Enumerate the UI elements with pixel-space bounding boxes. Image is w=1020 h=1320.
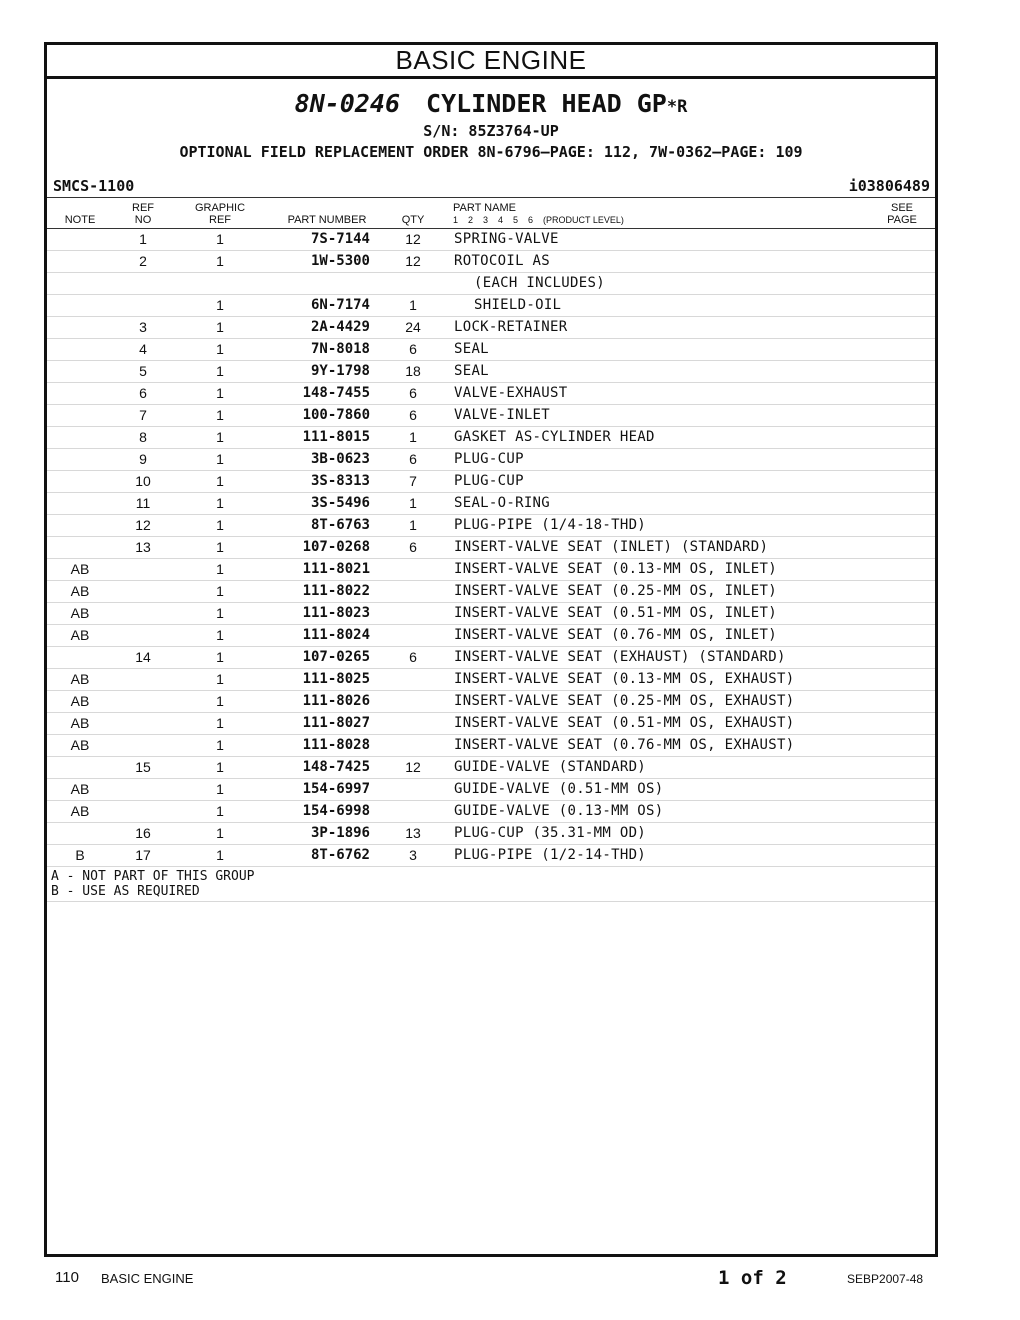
part-number-cell: 111-8024 bbox=[302, 627, 370, 643]
col-ref-no: REF NO bbox=[132, 202, 154, 226]
graphic-ref-cell: 1 bbox=[216, 385, 224, 401]
footer-section: BASIC ENGINE bbox=[101, 1271, 194, 1286]
qty-cell: 13 bbox=[405, 825, 421, 841]
qty-cell: 6 bbox=[409, 539, 417, 555]
graphic-ref-cell: 1 bbox=[216, 803, 224, 819]
graphic-ref-cell: 1 bbox=[216, 715, 224, 731]
part-name-cell: SPRING-VALVE bbox=[454, 231, 559, 247]
part-name-cell: (EACH INCLUDES) bbox=[474, 275, 605, 291]
table-row bbox=[47, 559, 935, 581]
part-number-cell: 100-7860 bbox=[302, 407, 370, 423]
table-row bbox=[47, 845, 935, 867]
graphic-ref-cell: 1 bbox=[216, 451, 224, 467]
qty-cell: 7 bbox=[409, 473, 417, 489]
part-name-cell: INSERT-VALVE SEAT (0.13-MM OS, EXHAUST) bbox=[454, 671, 795, 687]
note-cell: AB bbox=[70, 561, 90, 577]
part-name-cell: GUIDE-VALVE (0.51-MM OS) bbox=[454, 781, 664, 797]
section-title: BASIC ENGINE bbox=[47, 45, 935, 79]
part-name-cell: GUIDE-VALVE (0.13-MM OS) bbox=[454, 803, 664, 819]
graphic-ref-cell: 1 bbox=[216, 671, 224, 687]
ref-no-cell: 8 bbox=[139, 429, 147, 445]
note-cell: AB bbox=[70, 671, 90, 687]
col-see-page: SEE PAGE bbox=[887, 202, 917, 226]
part-name-cell: SEAL-O-RING bbox=[454, 495, 551, 511]
col-part-name: PART NAME 1 2 3 4 5 6 (PRODUCT LEVEL) bbox=[453, 202, 624, 225]
table-row bbox=[47, 515, 935, 537]
qty-cell: 12 bbox=[405, 231, 421, 247]
note-cell: AB bbox=[70, 693, 90, 709]
part-name-cell: PLUG-CUP bbox=[454, 451, 524, 467]
part-number-cell: 111-8026 bbox=[302, 693, 370, 709]
qty-cell: 1 bbox=[409, 517, 417, 533]
ref-no-cell: 9 bbox=[139, 451, 147, 467]
part-number-cell: 148-7425 bbox=[302, 759, 370, 775]
part-number-cell: 111-8022 bbox=[302, 583, 370, 599]
table-row bbox=[47, 339, 935, 361]
ref-no-cell: 7 bbox=[139, 407, 147, 423]
part-name-cell: GASKET AS-CYLINDER HEAD bbox=[454, 429, 655, 445]
footnotes bbox=[47, 867, 935, 902]
part-name-cell: GUIDE-VALVE (STANDARD) bbox=[454, 759, 647, 775]
part-name-cell: SEAL bbox=[454, 363, 489, 379]
qty-cell: 6 bbox=[409, 385, 417, 401]
qty-cell: 6 bbox=[409, 451, 417, 467]
part-name-cell: PLUG-CUP (35.31-MM OD) bbox=[454, 825, 647, 841]
part-number-cell: 111-8028 bbox=[302, 737, 370, 753]
qty-cell: 6 bbox=[409, 407, 417, 423]
ref-no-cell: 5 bbox=[139, 363, 147, 379]
part-number-cell: 111-8027 bbox=[302, 715, 370, 731]
table-row bbox=[47, 537, 935, 559]
serial-range: S/N: 85Z3764-UP bbox=[423, 122, 559, 140]
note-cell: AB bbox=[70, 781, 90, 797]
product-level: 1 2 3 4 5 6 (PRODUCT LEVEL) bbox=[453, 215, 624, 225]
part-number-cell: 111-8021 bbox=[302, 561, 370, 577]
graphic-ref-cell: 1 bbox=[216, 627, 224, 643]
note-cell: AB bbox=[70, 803, 90, 819]
qty-cell: 1 bbox=[409, 495, 417, 511]
footnote-a: A - NOT PART OF THIS GROUP bbox=[51, 869, 255, 884]
graphic-ref-cell: 1 bbox=[216, 253, 224, 269]
part-number-cell: 111-8023 bbox=[302, 605, 370, 621]
graphic-ref-cell: 1 bbox=[216, 561, 224, 577]
note-cell: AB bbox=[70, 583, 90, 599]
qty-cell: 1 bbox=[409, 297, 417, 313]
qty-cell: 6 bbox=[409, 649, 417, 665]
page-footer bbox=[0, 1262, 1020, 1292]
graphic-ref-cell: 1 bbox=[216, 341, 224, 357]
part-name-cell: PLUG-PIPE (1/2-14-THD) bbox=[454, 847, 647, 863]
graphic-ref-cell: 1 bbox=[216, 825, 224, 841]
table-row bbox=[47, 273, 935, 295]
table-row bbox=[47, 471, 935, 493]
qty-cell: 24 bbox=[405, 319, 421, 335]
smcs-code: SMCS-1100 bbox=[53, 177, 135, 195]
part-number-cell: 154-6997 bbox=[302, 781, 370, 797]
page-number: 110 bbox=[55, 1269, 79, 1286]
table-row bbox=[47, 779, 935, 801]
table-row bbox=[47, 427, 935, 449]
part-name-cell: VALVE-EXHAUST bbox=[454, 385, 568, 401]
group-suffix: *R bbox=[666, 97, 688, 117]
part-number-cell: 148-7455 bbox=[302, 385, 370, 401]
graphic-ref-cell: 1 bbox=[216, 495, 224, 511]
graphic-ref-cell: 1 bbox=[216, 737, 224, 753]
part-name-cell: SEAL bbox=[454, 341, 489, 357]
part-name-cell: PLUG-PIPE (1/4-18-THD) bbox=[454, 517, 647, 533]
ref-no-cell: 13 bbox=[135, 539, 151, 555]
group-header bbox=[47, 89, 935, 161]
ref-no-cell: 15 bbox=[135, 759, 151, 775]
part-name-cell: ROTOCOIL AS bbox=[454, 253, 551, 269]
table-row bbox=[47, 581, 935, 603]
part-number-cell: 154-6998 bbox=[302, 803, 370, 819]
table-row bbox=[47, 713, 935, 735]
graphic-ref-cell: 1 bbox=[216, 429, 224, 445]
col-note: NOTE bbox=[64, 214, 96, 226]
part-name-cell: PLUG-CUP bbox=[454, 473, 524, 489]
graphic-ref-cell: 1 bbox=[216, 759, 224, 775]
part-name-cell: INSERT-VALVE SEAT (0.76-MM OS, EXHAUST) bbox=[454, 737, 795, 753]
table-row bbox=[47, 669, 935, 691]
ref-no-cell: 11 bbox=[135, 495, 151, 511]
table-row bbox=[47, 449, 935, 471]
graphic-ref-cell: 1 bbox=[216, 847, 224, 863]
part-number-cell: 7S-7144 bbox=[310, 231, 370, 247]
part-name-cell: INSERT-VALVE SEAT (EXHAUST) (STANDARD) bbox=[454, 649, 786, 665]
col-graphic-ref: GRAPHIC REF bbox=[194, 202, 246, 226]
table-row bbox=[47, 801, 935, 823]
ref-no-cell: 2 bbox=[139, 253, 147, 269]
table-row bbox=[47, 625, 935, 647]
document-number: SEBP2007-48 bbox=[847, 1272, 924, 1286]
ref-no-cell: 6 bbox=[139, 385, 147, 401]
part-number-cell: 2A-4429 bbox=[310, 319, 370, 335]
col-part-number: PART NUMBER bbox=[287, 214, 367, 226]
note-cell: AB bbox=[70, 605, 90, 621]
table-row bbox=[47, 735, 935, 757]
part-number-cell: 3S-8313 bbox=[310, 473, 370, 489]
col-qty: QTY bbox=[401, 214, 425, 226]
qty-cell: 18 bbox=[405, 363, 421, 379]
part-name-cell: INSERT-VALVE SEAT (0.25-MM OS, INLET) bbox=[454, 583, 777, 599]
part-number-cell: 1W-5300 bbox=[310, 253, 370, 269]
part-number-cell: 107-0265 bbox=[302, 649, 370, 665]
ref-no-cell: 14 bbox=[135, 649, 151, 665]
ref-no-cell: 1 bbox=[139, 231, 147, 247]
group-part-number: 8N-0246 bbox=[294, 89, 401, 118]
graphic-ref-cell: 1 bbox=[216, 693, 224, 709]
parts-list bbox=[47, 229, 935, 867]
qty-cell: 6 bbox=[409, 341, 417, 357]
smcs-row bbox=[47, 177, 935, 198]
graphic-ref-cell: 1 bbox=[216, 539, 224, 555]
part-name-cell: INSERT-VALVE SEAT (0.25-MM OS, EXHAUST) bbox=[454, 693, 795, 709]
graphic-ref-cell: 1 bbox=[216, 517, 224, 533]
ref-no-cell: 16 bbox=[135, 825, 151, 841]
qty-cell: 12 bbox=[405, 759, 421, 775]
part-number-cell: 3S-5496 bbox=[310, 495, 370, 511]
qty-cell: 3 bbox=[409, 847, 417, 863]
table-row bbox=[47, 493, 935, 515]
part-name-cell: INSERT-VALVE SEAT (0.76-MM OS, INLET) bbox=[454, 627, 777, 643]
part-number-cell: 8T-6763 bbox=[310, 517, 370, 533]
part-number-cell: 9Y-1798 bbox=[310, 363, 370, 379]
part-name-cell: LOCK-RETAINER bbox=[454, 319, 568, 335]
graphic-ref-cell: 1 bbox=[216, 473, 224, 489]
part-name-cell: VALVE-INLET bbox=[454, 407, 551, 423]
table-row bbox=[47, 405, 935, 427]
table-row bbox=[47, 383, 935, 405]
column-headers bbox=[47, 198, 935, 229]
ref-no-cell: 12 bbox=[135, 517, 151, 533]
table-row bbox=[47, 295, 935, 317]
table-row bbox=[47, 647, 935, 669]
ref-no-cell: 4 bbox=[139, 341, 147, 357]
part-number-cell: 3P-1896 bbox=[310, 825, 370, 841]
graphic-ref-cell: 1 bbox=[216, 407, 224, 423]
part-number-cell: 3B-0623 bbox=[310, 451, 370, 467]
part-number-cell: 111-8025 bbox=[302, 671, 370, 687]
ref-no-cell: 3 bbox=[139, 319, 147, 335]
part-number-cell: 7N-8018 bbox=[310, 341, 370, 357]
table-row bbox=[47, 691, 935, 713]
parts-page-frame bbox=[44, 42, 938, 1257]
graphic-ref-cell: 1 bbox=[216, 231, 224, 247]
part-name-cell: INSERT-VALVE SEAT (INLET) (STANDARD) bbox=[454, 539, 769, 555]
note-cell: AB bbox=[70, 737, 90, 753]
table-row bbox=[47, 603, 935, 625]
graphic-ref-cell: 1 bbox=[216, 297, 224, 313]
graphic-ref-cell: 1 bbox=[216, 583, 224, 599]
group-title: CYLINDER HEAD GP bbox=[426, 89, 667, 118]
part-name-cell: INSERT-VALVE SEAT (0.51-MM OS, EXHAUST) bbox=[454, 715, 795, 731]
graphic-ref-cell: 1 bbox=[216, 363, 224, 379]
note-cell: B bbox=[75, 847, 85, 863]
qty-cell: 1 bbox=[409, 429, 417, 445]
graphic-ref-cell: 1 bbox=[216, 781, 224, 797]
note-cell: AB bbox=[70, 715, 90, 731]
sheet-count: 1 of 2 bbox=[718, 1267, 787, 1289]
table-row bbox=[47, 229, 935, 251]
note-cell: AB bbox=[70, 627, 90, 643]
part-name-cell: SHIELD-OIL bbox=[474, 297, 562, 313]
part-number-cell: 6N-7174 bbox=[310, 297, 370, 313]
table-row bbox=[47, 823, 935, 845]
table-row bbox=[47, 361, 935, 383]
part-number-cell: 8T-6762 bbox=[310, 847, 370, 863]
part-name-cell: INSERT-VALVE SEAT (0.51-MM OS, INLET) bbox=[454, 605, 777, 621]
graphic-ref-cell: 1 bbox=[216, 649, 224, 665]
group-title-line bbox=[47, 89, 935, 119]
illustration-id: i03806489 bbox=[848, 177, 930, 195]
table-row bbox=[47, 251, 935, 273]
part-number-cell: 111-8015 bbox=[302, 429, 370, 445]
part-number-cell: 107-0268 bbox=[302, 539, 370, 555]
ref-no-cell: 17 bbox=[135, 847, 151, 863]
graphic-ref-cell: 1 bbox=[216, 319, 224, 335]
table-row bbox=[47, 317, 935, 339]
qty-cell: 12 bbox=[405, 253, 421, 269]
table-row bbox=[47, 757, 935, 779]
ref-no-cell: 10 bbox=[135, 473, 151, 489]
graphic-ref-cell: 1 bbox=[216, 605, 224, 621]
part-name-cell: INSERT-VALVE SEAT (0.13-MM OS, INLET) bbox=[454, 561, 777, 577]
footnote-b: B - USE AS REQUIRED bbox=[51, 884, 200, 899]
optional-replacement: OPTIONAL FIELD REPLACEMENT ORDER 8N-6796—PAGE: 112, 7W-0362—PAGE: 109 bbox=[179, 143, 803, 161]
